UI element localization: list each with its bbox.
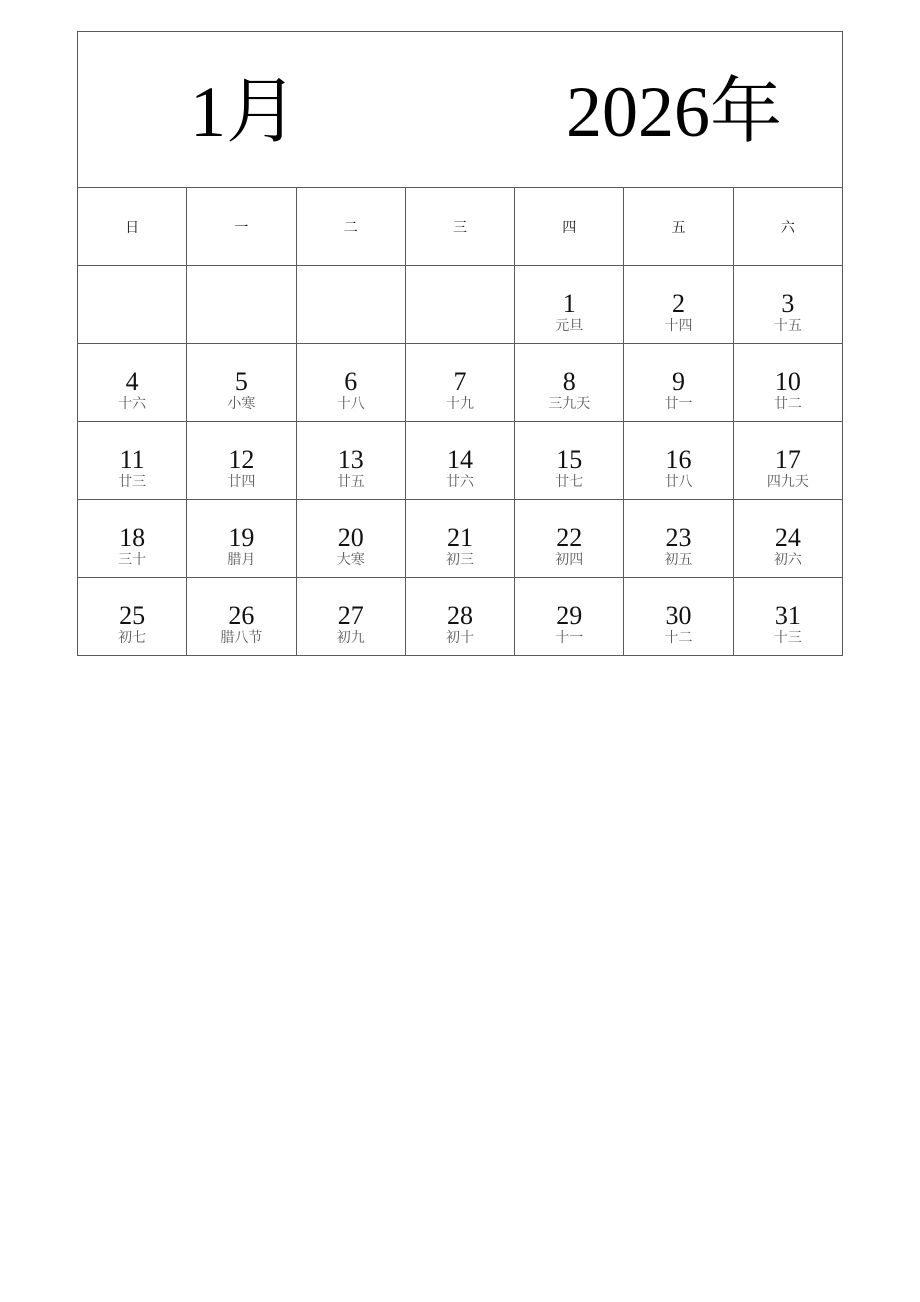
lunar-date: 初九 [336,630,365,646]
weekday-row [78,188,843,266]
day-cell [405,344,514,422]
day-number: 19 [228,523,255,552]
day-cell [624,422,733,500]
lunar-date: 初五 [664,552,693,568]
day-number: 4 [125,367,139,396]
lunar-date: 腊月 [227,552,256,568]
empty-day-cell [78,266,187,344]
day-number: 12 [228,445,255,474]
day-cell [405,422,514,500]
week-row [78,422,843,500]
day-cell [624,500,733,578]
day-cell [296,422,405,500]
day-number: 18 [119,523,146,552]
day-number: 7 [453,367,467,396]
day-number: 3 [781,289,795,318]
day-number: 21 [446,523,473,552]
day-cell [515,500,624,578]
day-number: 6 [344,367,358,396]
day-number: 15 [556,445,583,474]
lunar-date: 廿一 [664,396,693,412]
lunar-date: 廿八 [664,474,693,490]
lunar-date: 十八 [336,396,365,412]
empty-day-cell [187,266,296,344]
lunar-date: 三十 [118,552,147,568]
day-cell [733,422,842,500]
lunar-date: 十二 [664,630,693,646]
lunar-date: 十六 [118,396,147,412]
weekday-mon: 一 [187,188,296,266]
weekday-sat: 六 [733,188,842,266]
day-cell [296,500,405,578]
week-row [78,578,843,656]
day-number: 8 [562,367,576,396]
lunar-date: 十五 [773,318,802,334]
lunar-date: 大寒 [336,552,365,568]
lunar-date: 十三 [773,630,802,646]
day-cell [515,266,624,344]
lunar-date: 廿三 [118,474,147,490]
lunar-date: 初六 [773,552,802,568]
day-cell [515,578,624,656]
day-number: 31 [774,601,801,630]
day-number: 29 [556,601,583,630]
day-cell [515,422,624,500]
lunar-date: 初七 [118,630,147,646]
day-cell [187,500,296,578]
lunar-date: 廿二 [773,396,802,412]
weekday-tue: 二 [296,188,405,266]
day-number: 2 [672,289,686,318]
lunar-date: 廿六 [445,474,474,490]
day-number: 13 [337,445,364,474]
lunar-date: 初三 [445,552,474,568]
day-number: 10 [774,367,801,396]
lunar-date: 腊八节 [220,630,263,646]
day-number: 26 [228,601,255,630]
lunar-date: 廿七 [555,474,584,490]
day-cell [296,578,405,656]
empty-day-cell [296,266,405,344]
lunar-date: 初十 [445,630,474,646]
day-cell [187,344,296,422]
calendar-header-row [78,32,843,188]
weekday-wed: 三 [405,188,514,266]
day-cell [733,500,842,578]
week-row [78,266,843,344]
lunar-date: 四九天 [766,474,809,490]
empty-day-cell [405,266,514,344]
lunar-date: 小寒 [227,396,256,412]
day-cell [733,578,842,656]
day-cell [187,422,296,500]
lunar-date: 廿四 [227,474,256,490]
day-number: 24 [774,523,801,552]
day-number: 9 [672,367,686,396]
lunar-date: 廿五 [336,474,365,490]
day-cell [624,344,733,422]
day-number: 28 [446,601,473,630]
day-number: 5 [234,367,248,396]
weekday-thu: 四 [515,188,624,266]
day-cell [515,344,624,422]
day-number: 22 [556,523,583,552]
day-cell [624,266,733,344]
day-cell [733,344,842,422]
day-number: 16 [665,445,692,474]
lunar-date: 三九天 [548,396,591,412]
lunar-date: 十一 [555,630,584,646]
day-number: 17 [774,445,801,474]
day-number: 30 [665,601,692,630]
day-cell [187,578,296,656]
lunar-date: 十四 [664,318,693,334]
day-cell [296,344,405,422]
day-cell [405,578,514,656]
day-number: 25 [119,601,146,630]
lunar-date: 十九 [445,396,474,412]
day-cell [78,578,187,656]
week-row [78,500,843,578]
lunar-date: 元旦 [555,318,584,334]
week-row [78,344,843,422]
lunar-date: 初四 [555,552,584,568]
day-number: 14 [446,445,473,474]
day-number: 27 [337,601,364,630]
day-number: 11 [119,445,145,474]
day-number: 20 [337,523,364,552]
day-cell [78,500,187,578]
day-number: 1 [562,289,576,318]
calendar-title [78,32,843,188]
day-cell [405,500,514,578]
day-cell [624,578,733,656]
calendar-body [78,266,843,656]
day-cell [733,266,842,344]
weekday-sun: 日 [78,188,187,266]
day-cell [78,422,187,500]
month-title: 1月 [190,72,299,152]
day-number: 23 [665,523,692,552]
weekday-fri: 五 [624,188,733,266]
day-cell [78,344,187,422]
year-title: 2026年 [566,72,783,152]
calendar-table [77,31,843,656]
